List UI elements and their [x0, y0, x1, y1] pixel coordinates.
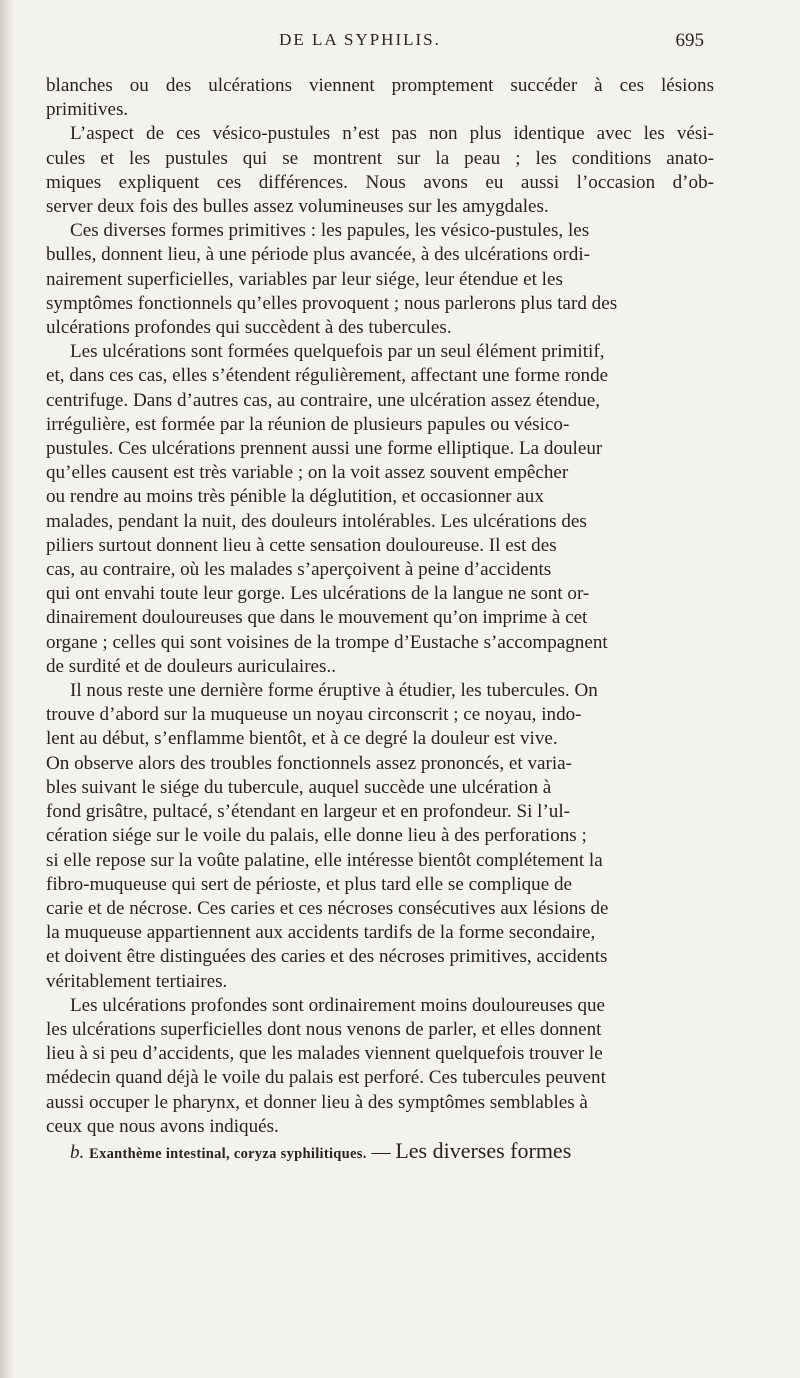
text-line: primitives.: [46, 99, 129, 121]
text-line: de surdité et de douleurs auriculaires..: [46, 655, 337, 677]
text-line: dinairement douloureuses que dans le mouvement qu’on imprime à cet: [46, 607, 588, 629]
text-line: On observe alors des troubles fonctionnels assez prononcés, et varia-: [46, 752, 572, 774]
running-head: DE LA SYPHILIS.: [279, 30, 441, 49]
text-line: irrégulière, est formée par la réunion de plusieurs papules ou vésico-: [46, 413, 570, 435]
text-line: Ces diverses formes primitives : les papules, les vésico-pustules, les: [70, 220, 590, 242]
text-line: server deux fois des bulles assez volumineuses sur les amygdales.: [46, 196, 549, 218]
text-line: médecin quand déjà le voile du palais est perforé. Ces tubercules peuvent: [46, 1067, 606, 1089]
section-continuation: Les diverses formes: [395, 1137, 572, 1163]
text-line: trouve d’abord sur la muqueuse un noyau circonscrit ; ce noyau, indo-: [46, 704, 582, 726]
text-line: Il nous reste une dernière forme éruptive à étudier, les tubercules. On: [70, 680, 598, 702]
text-line: ceux que nous avons indiqués.: [46, 1115, 279, 1137]
text-line: aussi occuper le pharynx, et donner lieu à des symptômes semblables à: [46, 1091, 588, 1113]
section-marker: b.: [70, 1141, 85, 1163]
text-line: piliers surtout donnent lieu à cette sensation douloureuse. Il est des: [46, 534, 557, 556]
text-line: centrifuge. Dans d’autres cas, au contraire, une ulcération assez étendue,: [46, 389, 600, 411]
body-text: [46, 74, 714, 1166]
page-number: 695: [675, 30, 704, 51]
text-line: nairement superficielles, variables par leur siége, leur étendue et les: [46, 268, 563, 290]
text-line: fond grisâtre, pultacé, s’étendant en largeur et en profondeur. Si l’ul-: [46, 801, 571, 823]
text-line: lent au début, s’enflamme bientôt, et à ce degré la douleur est vive.: [46, 728, 558, 750]
text-line: la muqueuse appartiennent aux accidents tardifs de la forme secondaire,: [46, 922, 596, 944]
text-line: les ulcérations superficielles dont nous venons de parler, et elles donnent: [46, 1018, 602, 1040]
text-line: bles suivant le siége du tubercule, auquel succède une ulcération à: [46, 776, 552, 798]
text-line: miques expliquent ces différences. Nous avons eu aussi l’occasion d’ob-: [46, 171, 714, 193]
text-line: L’aspect de ces vésico-pustules n’est pas non plus identique avec les vési-: [70, 123, 714, 145]
page-header: [46, 30, 714, 74]
book-binding-shadow: [0, 0, 14, 1378]
text-line: véritablement tertiaires.: [46, 970, 228, 992]
text-line: organe ; celles qui sont voisines de la trompe d’Eustache s’accompagnent: [46, 631, 608, 653]
text-line: ulcérations profondes qui succèdent à des tubercules.: [46, 317, 452, 339]
text-line: et doivent être distinguées des caries et des nécroses primitives, accidents: [46, 946, 608, 968]
text-line: et, dans ces cas, elles s’étendent régulièrement, affectant une forme ronde: [46, 365, 609, 387]
text-line: symptômes fonctionnels qu’elles provoquent ; nous parlerons plus tard des: [46, 292, 618, 314]
text-line: cas, au contraire, où les malades s’aperçoivent à peine d’accidents: [46, 559, 552, 581]
text-line: fibro-muqueuse qui sert de périoste, et plus tard elle se complique de: [46, 873, 572, 895]
text-line: carie et de nécrose. Ces caries et ces nécroses consécutives aux lésions de: [46, 897, 609, 919]
text-line: blanches ou des ulcérations viennent promptement succéder à ces lésions: [46, 75, 714, 96]
text-line: pustules. Ces ulcérations prennent aussi une forme elliptique. La douleur: [46, 438, 603, 460]
text-line: si elle repose sur la voûte palatine, elle intéresse bientôt complétement la: [46, 849, 603, 871]
section-heading-line: [46, 1139, 714, 1166]
text-line: Les ulcérations sont formées quelquefois par un seul élément primitif,: [70, 341, 605, 363]
text-line: cules et les pustules qui se montrent sur la peau ; les conditions anato-: [46, 147, 714, 169]
text-line: lieu à si peu d’accidents, que les malades viennent quelquefois trouver le: [46, 1043, 603, 1065]
text-line: ou rendre au moins très pénible la déglutition, et occasionner aux: [46, 486, 544, 508]
book-page: [46, 30, 714, 1166]
text-line: qu’elles causent est très variable ; on la voit assez souvent empêcher: [46, 462, 569, 484]
section-heading: Exanthème intestinal, coryza syphilitiques.: [89, 1145, 367, 1162]
text-line: Les ulcérations profondes sont ordinairement moins douloureuses que: [70, 994, 606, 1016]
text-line: qui ont envahi toute leur gorge. Les ulcérations de la langue ne sont or-: [46, 583, 590, 605]
text-line: malades, pendant la nuit, des douleurs intolérables. Les ulcérations des: [46, 510, 587, 532]
text-line: cération siége sur le voile du palais, elle donne lieu à des perforations ;: [46, 825, 587, 847]
text-line: bulles, donnent lieu, à une période plus avancée, à des ulcérations ordi-: [46, 244, 590, 266]
em-dash: —: [371, 1141, 391, 1163]
